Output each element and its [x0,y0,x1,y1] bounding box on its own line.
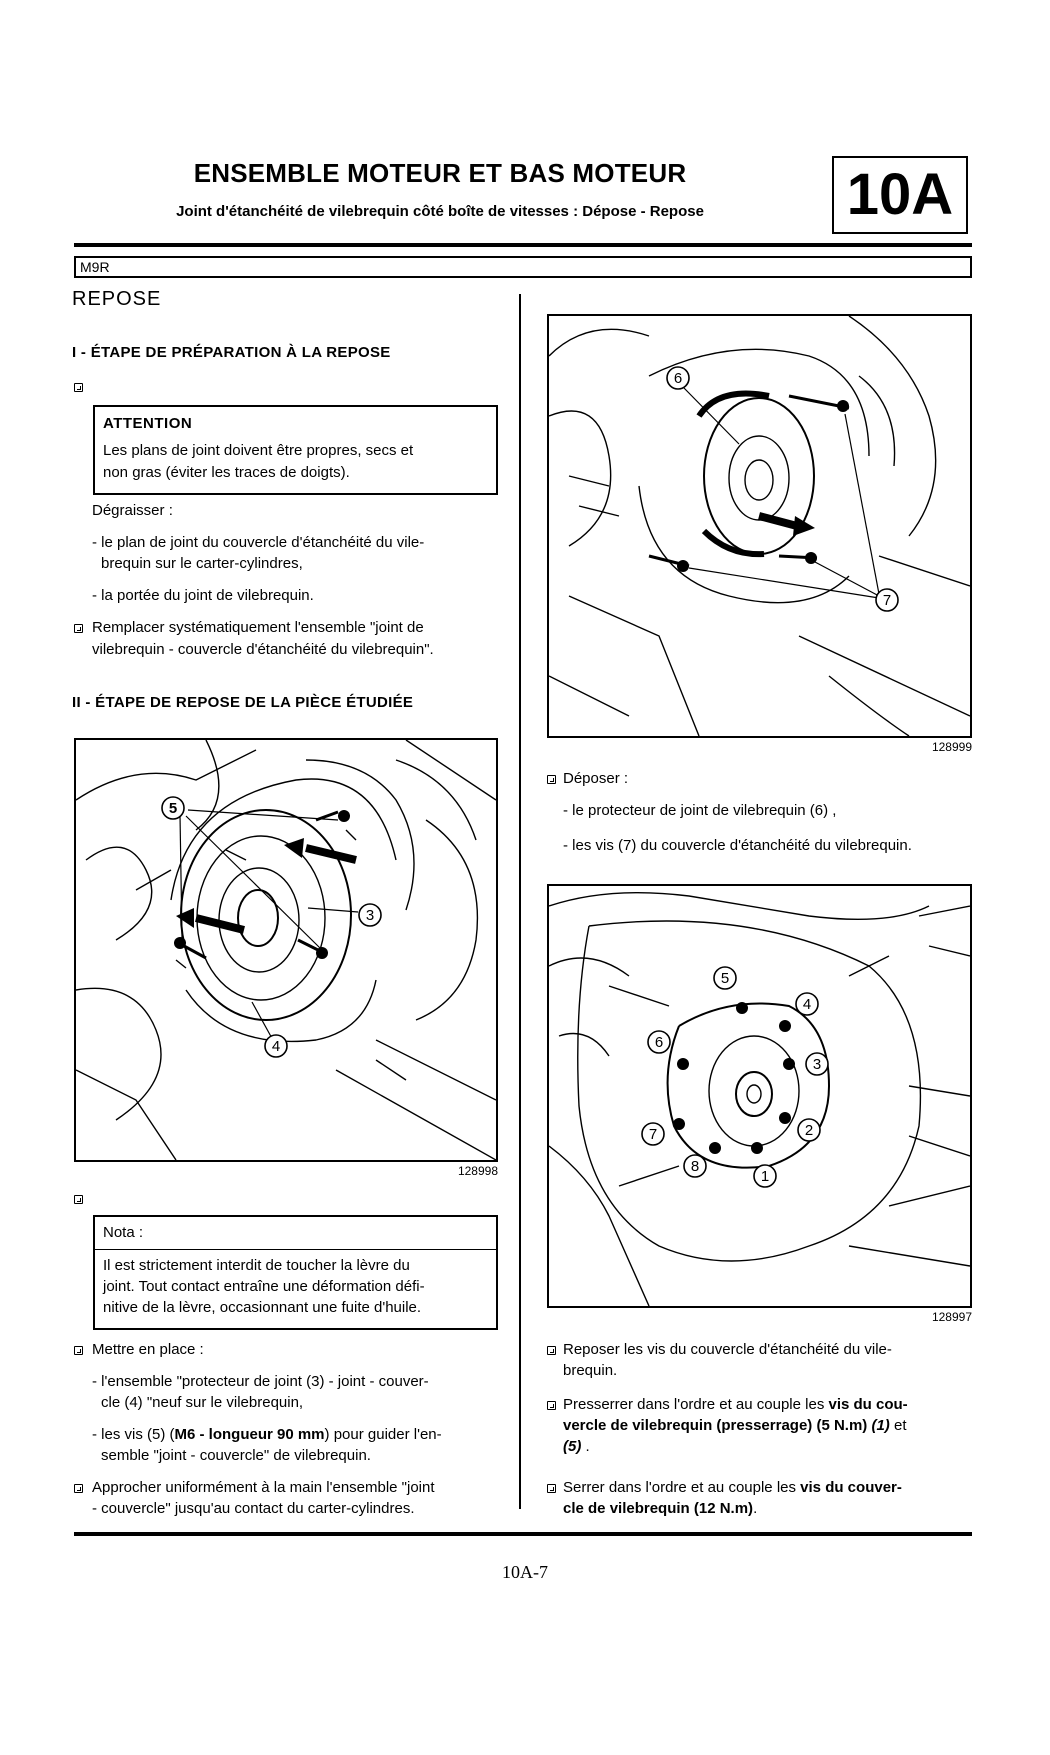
figure-number: 128998 [457,1164,498,1178]
checkbox-icon [74,1346,83,1355]
attention-title: ATTENTION [103,415,193,432]
text-run: - les vis (5) ( [92,1426,175,1443]
engine-code: M9R [74,256,972,278]
checkbox-icon [547,1401,556,1410]
bold-italic-text: (5) [563,1438,582,1455]
step2-heading: II - ÉTAPE DE REPOSE DE LA PIÈCE ÉTUDIÉE [72,694,414,711]
degraisser-label: Dégraisser : [92,502,173,519]
callout-1: 1 [760,1168,770,1185]
instruction-text [563,1436,590,1458]
bold-text: vercle de vilebrequin (presserrage) (5 N.m) [563,1417,868,1434]
step1-heading: I - ÉTAPE DE PRÉPARATION À LA REPOSE [72,344,391,361]
instruction-text: Remplacer systématiquement l'ensemble "joint de [92,619,424,636]
text-run: . [581,1438,590,1455]
instruction-text: - couvercle" jusqu'au contact du carter-cylindres. [92,1500,415,1517]
instruction-text [563,1498,757,1520]
callout-8: 8 [690,1158,700,1175]
checkbox-icon [547,1346,556,1355]
list-item: - l'ensemble "protecteur de joint (3) - joint - couver- [92,1373,429,1390]
page-subtitle: Joint d'étanchéité de vilebrequin côté boîte de vitesses : Dépose - Repose [176,203,704,220]
callout-3: 3 [365,907,375,924]
text-run: Serrer dans l'ordre et au couple les [563,1479,801,1496]
checkbox-icon [547,775,556,784]
deposer-label: Déposer : [563,770,629,787]
text-run: . [753,1500,758,1517]
instruction-text [563,1415,907,1437]
nota-title: Nota : [103,1224,144,1241]
bold-text: vis du couver- [800,1479,902,1496]
callout-4: 4 [802,996,812,1013]
list-item: - le plan de joint du couvercle d'étanchéité du vile- [92,534,425,551]
text-run: ) pour guider l'en- [324,1426,442,1443]
instruction-text [563,1394,908,1416]
figure-128998 [74,738,498,1162]
callout-6: 6 [654,1034,664,1051]
list-item: - le protecteur de joint de vilebrequin (6) , [563,802,837,819]
page-number: 10A-7 [502,1562,548,1582]
list-item: semble "joint - couvercle" de vilebrequin. [101,1447,371,1464]
figure-128999 [547,314,972,738]
engine-illustration [549,886,970,1306]
attention-box [93,405,498,495]
callout-3: 3 [812,1056,822,1073]
attention-text: non gras (éviter les traces de doigts). [103,464,350,481]
callout-5: 5 [168,800,178,817]
checkbox-icon [74,1484,83,1493]
column-divider [519,294,521,1509]
instruction-text [563,1477,902,1499]
instruction-text: brequin. [563,1362,618,1379]
list-item: - les vis (7) du couvercle d'étanchéité du vilebrequin. [563,837,912,854]
nota-divider [95,1249,496,1250]
callout-4: 4 [271,1038,281,1055]
bold-italic-text: (1) [871,1417,890,1434]
callout-7: 7 [648,1126,658,1143]
list-item: - la portée du joint de vilebrequin. [92,587,314,604]
callout-2: 2 [804,1122,814,1139]
mettre-label: Mettre en place : [92,1341,204,1358]
callout-5: 5 [720,970,730,987]
engine-illustration [549,316,970,736]
checkbox-icon [74,1195,83,1204]
header-rule [74,243,972,247]
callout-6: 6 [673,370,683,387]
checkbox-icon [74,383,83,392]
instruction-text: vilebrequin - couvercle d'étanchéité du vilebrequin". [92,641,434,658]
section-heading: REPOSE [72,288,162,310]
nota-text: nitive de la lèvre, occasionnant une fuite d'huile. [103,1299,422,1316]
figure-number: 128997 [931,1310,972,1324]
nota-text: Il est strictement interdit de toucher la lèvre du [103,1257,410,1274]
text-run: Presserrer dans l'ordre et au couple les [563,1396,829,1413]
bold-text: M6 - longueur 90 mm [174,1426,325,1443]
figure-number: 128999 [931,740,972,754]
bold-text: vis du cou- [828,1396,908,1413]
callout-7: 7 [882,592,892,609]
checkbox-icon [74,624,83,633]
list-item: brequin sur le carter-cylindres, [101,555,303,572]
figure-128997 [547,884,972,1308]
instruction-text: Reposer les vis du couvercle d'étanchéité du vile- [563,1341,892,1358]
engine-illustration [76,740,496,1160]
instruction-text: Approcher uniformément à la main l'ensemble "joint [92,1479,435,1496]
list-item [92,1424,442,1446]
text-run: et [889,1417,907,1434]
bold-text: cle de vilebrequin (12 N.m) [563,1500,754,1517]
nota-text: joint. Tout contact entraîne une déformation défi- [103,1278,425,1295]
chapter-number: 10A [832,156,968,234]
attention-text: Les plans de joint doivent être propres, secs et [103,442,414,459]
nota-box [93,1215,498,1330]
page-title: ENSEMBLE MOTEUR ET BAS MOTEUR [193,158,687,188]
list-item: cle (4) "neuf sur le vilebrequin, [101,1394,304,1411]
footer-rule [74,1532,972,1536]
checkbox-icon [547,1484,556,1493]
